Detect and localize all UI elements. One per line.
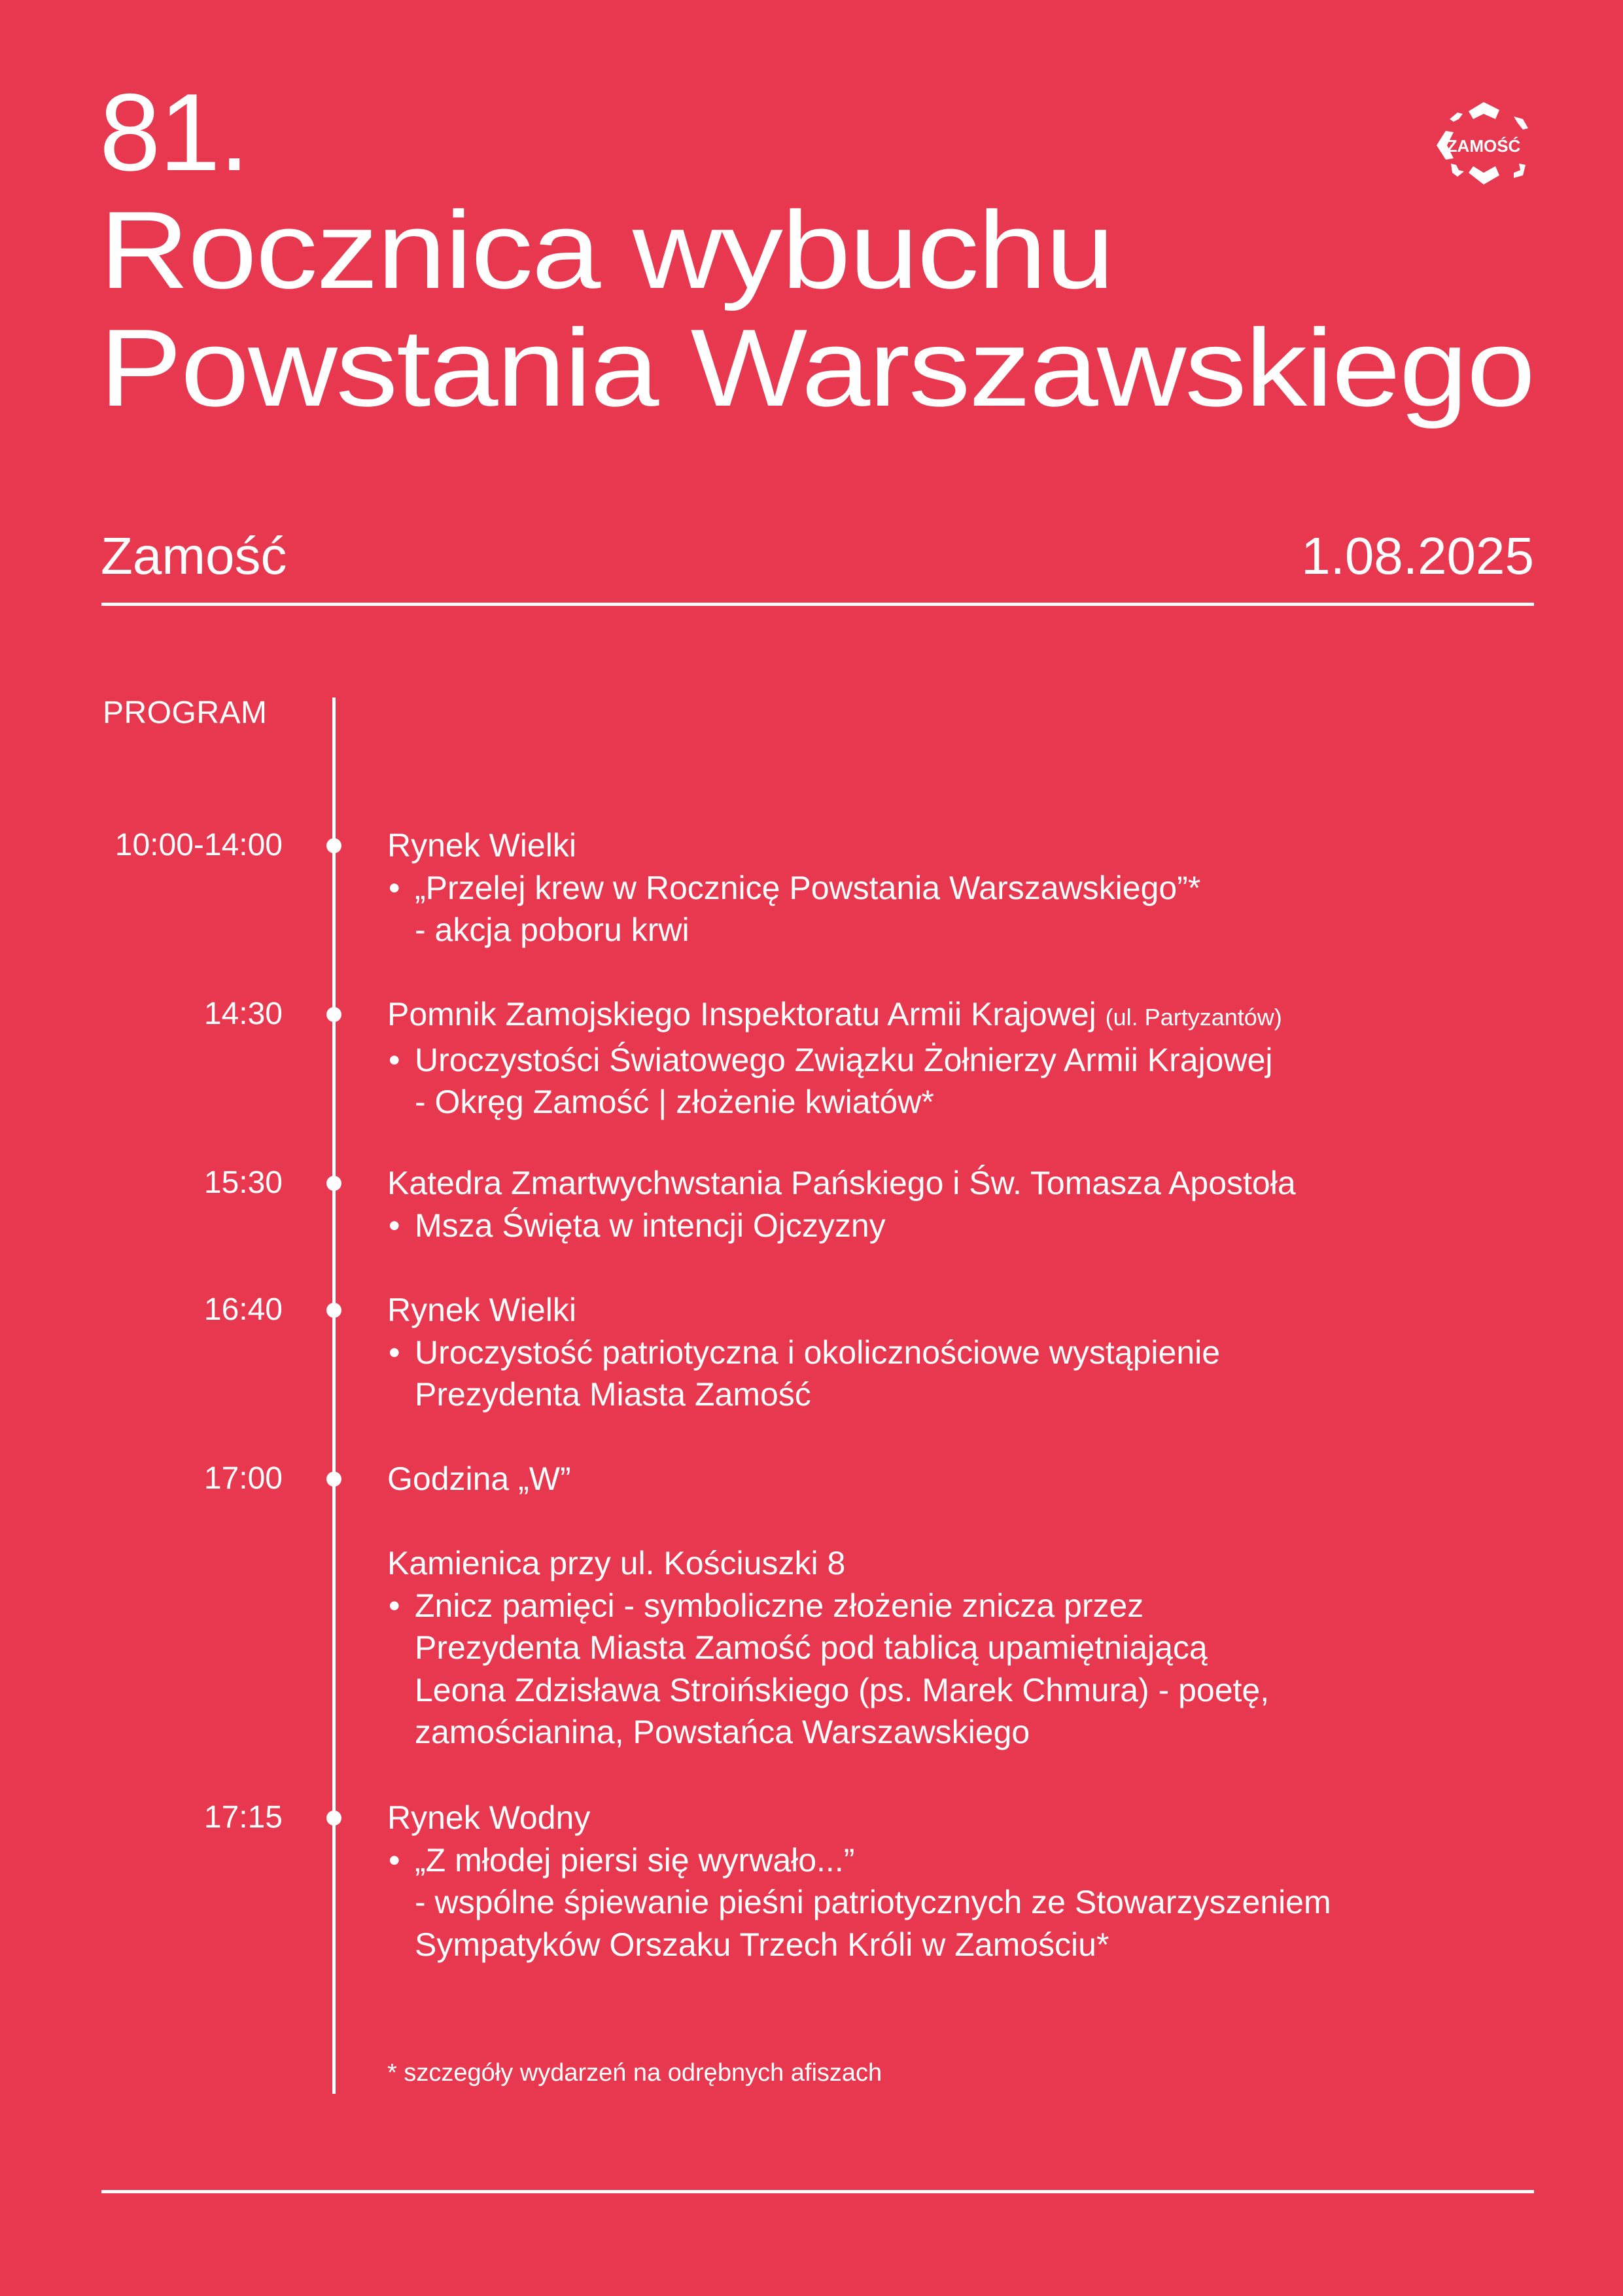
event-description-continued: - Okręg Zamość | złożenie kwiatów*	[415, 1084, 934, 1120]
event-place: Pomnik Zamojskiego Inspektoratu Armii Krajowej (ul. Partyzantów)	[387, 996, 1282, 1033]
svg-text:ZAMOŚĆ: ZAMOŚĆ	[1446, 136, 1521, 156]
event-place: Rynek Wodny	[387, 1799, 591, 1836]
event-description: • „Z młodej piersi się wyrwało...”	[387, 1839, 1552, 1882]
event-place: Godzina „W”	[387, 1460, 571, 1497]
bullet-icon: •	[389, 1841, 400, 1879]
event-place: Rynek Wielki	[387, 1292, 576, 1328]
event-description-continued: Prezydenta Miasta Zamość pod tablicą upamiętniającą	[415, 1629, 1208, 1666]
footnote: * szczegóły wydarzeń na odrębnych afiszach	[387, 2059, 882, 2087]
event-time: 17:00	[203, 1461, 283, 1496]
timeline-dot-icon	[326, 838, 341, 853]
event-description-continued: zamościanina, Powstańca Warszawskiego	[415, 1714, 1030, 1750]
event-place: Kamienica przy ul. Kościuszki 8	[387, 1545, 846, 1581]
timeline-dot-icon	[326, 1303, 341, 1318]
event-description-continued: Prezydenta Miasta Zamość	[415, 1376, 811, 1413]
timeline-dot-icon	[326, 1176, 341, 1191]
header-divider	[101, 603, 1534, 606]
footer-divider	[101, 2190, 1534, 2193]
event-time: 16:40	[203, 1292, 283, 1327]
event-time: 15:30	[203, 1165, 283, 1200]
timeline-dot-icon	[326, 1007, 341, 1022]
event-description: • Msza Święta w intencji Ojczyzny	[387, 1205, 1552, 1247]
event-number: 81.	[99, 71, 249, 194]
event-time: 10:00-14:00	[114, 828, 283, 862]
event-description-continued: - akcja poboru krwi	[415, 911, 689, 948]
event-description: • Znicz pamięci - symboliczne złożenie znicza przez	[387, 1585, 1552, 1627]
timeline-line	[332, 698, 336, 2094]
program-heading: PROGRAM	[103, 696, 268, 730]
bullet-icon: •	[389, 1333, 400, 1371]
bullet-icon: •	[389, 869, 400, 906]
event-description: • Uroczystość patriotyczna i okolicznościowe wystąpienie	[387, 1332, 1552, 1374]
event-description-continued: Leona Zdzisława Stroińskiego (ps. Marek Chmura) - poetę,	[415, 1671, 1270, 1708]
page-title-line-2: Powstania Warszawskiego	[99, 306, 1534, 429]
event-description-continued: Sympatyków Orszaku Trzech Króli w Zamościu*	[415, 1926, 1109, 1963]
event-place: Katedra Zmartwychwstania Pańskiego i Św. Tomasza Apostoła	[387, 1165, 1296, 1201]
event-description: • Uroczystości Światowego Związku Żołnierzy Armii Krajowej	[387, 1039, 1552, 1082]
event-time: 14:30	[203, 997, 283, 1031]
bullet-icon: •	[389, 1587, 400, 1624]
zamosc-logo	[1433, 99, 1534, 188]
timeline-dot-icon	[326, 1810, 341, 1826]
event-description: • „Przelej krew w Rocznicę Powstania Warszawskiego”*	[387, 867, 1552, 910]
page-title-line-1: Rocznica wybuchu	[99, 188, 1113, 311]
city-name: Zamość	[101, 527, 287, 585]
city-logo-icon	[1433, 99, 1534, 188]
event-place: Rynek Wielki	[387, 827, 576, 864]
event-date: 1.08.2025	[1301, 527, 1534, 585]
timeline-dot-icon	[326, 1472, 341, 1487]
event-time: 17:15	[203, 1800, 283, 1835]
bullet-icon: •	[389, 1041, 400, 1078]
bullet-icon: •	[389, 1207, 400, 1244]
event-description-continued: - wspólne śpiewanie pieśni patriotycznych ze Stowarzyszeniem	[415, 1884, 1331, 1920]
event-place-note: (ul. Partyzantów)	[1105, 1004, 1282, 1031]
